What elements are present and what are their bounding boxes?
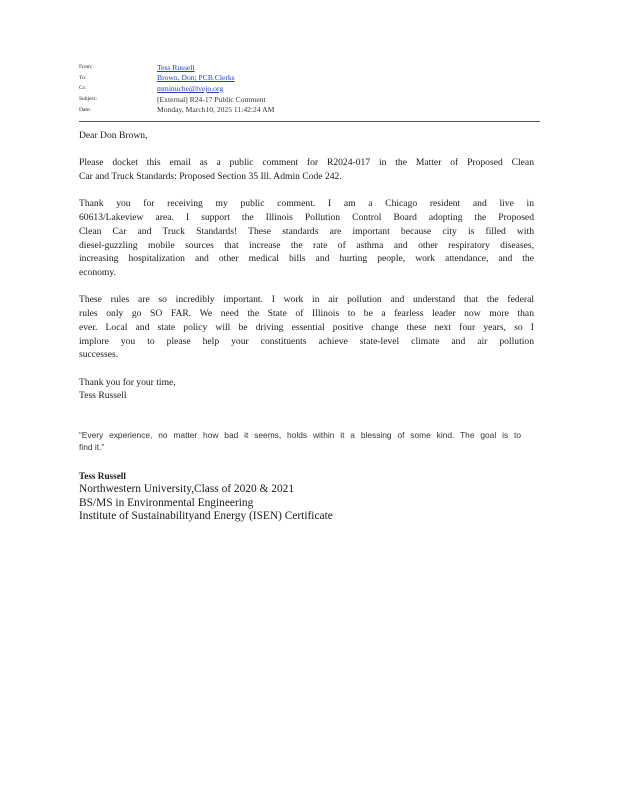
from-label: From: — [79, 64, 93, 71]
cc-label: Cc: — [79, 85, 87, 92]
paragraph-line: Please docket this email as a public comment for R2024-017 in the Matter of Proposed Clean — [79, 157, 534, 169]
paragraph-line: These rules are so incredibly important. I work in air pollution and understand that the federal — [79, 294, 534, 306]
subject-row — [79, 94, 539, 105]
signature-line: Northwestern University,Class of 2020 & 2021 — [79, 483, 295, 495]
email-header — [79, 62, 539, 115]
paragraph-line: economy. — [79, 267, 116, 278]
cc-row — [79, 83, 539, 94]
to-value[interactable]: Brown, Don; PCB.Clerks — [157, 73, 235, 83]
paragraph-line: Thank you for receiving my public comment. I am a Chicago resident and live in — [79, 198, 534, 210]
subject-value: [External] R24-17 Public Comment — [157, 94, 266, 104]
email-body — [79, 129, 534, 403]
to-row — [79, 73, 539, 84]
paragraph-line: increasing hospitalization and other medical bills and hurting people, work attendance, and the — [79, 253, 534, 265]
signature-line: BS/MS in Environmental Engineering — [79, 496, 254, 509]
paragraph-line: implore you to please help your constituents achieve state-level climate and air pollution — [79, 335, 534, 347]
signature-name: Tess Russell — [79, 471, 126, 481]
paragraph-line: diesel-guzzling mobile sources that increase the rate of asthma and other respiratory diseases, — [79, 239, 534, 251]
paragraph-line: successes. — [79, 349, 119, 361]
greeting: Dear Don Brown, — [79, 130, 148, 141]
from-value[interactable]: Tess Russell — [157, 62, 195, 72]
date-label: Date: — [79, 106, 91, 113]
closing-name: Tess Russell — [79, 390, 127, 402]
closing: Thank you for your time, — [79, 376, 176, 388]
paragraph-line: ever. Local and state policy will be driving essential positive change these next four years, so I — [79, 321, 534, 333]
signature-quote — [79, 430, 521, 454]
subject-label: Subject: — [79, 96, 98, 103]
paragraph-line: Clean Car and Truck Standards! These standards are important because city is filled with — [79, 225, 534, 237]
cc-value[interactable]: mminuche@lvejo.org — [157, 83, 224, 93]
quote-line: find it.” — [79, 441, 105, 452]
signature-line: Institute of Sustainabilityand Energy (ISEN) Certificate — [79, 510, 333, 523]
date-row — [79, 104, 539, 115]
signature-block — [79, 470, 479, 524]
date-value: Monday, March10, 2025 11:42:24 AM — [157, 105, 275, 115]
paragraph-line: 60613/Lakeview area. I support the Illinois Pollution Control Board adopting the Proposed — [79, 212, 534, 224]
quote-line: “Every experience, no matter how bad it seems, holds within it a blessing of some kind. The goal is to — [79, 430, 521, 440]
from-row — [79, 62, 539, 73]
paragraph-line: rules only go SO FAR. We need the State of Illinois to be a fearless leader now more than — [79, 308, 534, 320]
header-divider — [79, 121, 540, 122]
paragraph-line: Car and Truck Standards: Proposed Section 35 Ill. Admin Code 242. — [79, 171, 342, 183]
to-label: To: — [79, 74, 87, 81]
